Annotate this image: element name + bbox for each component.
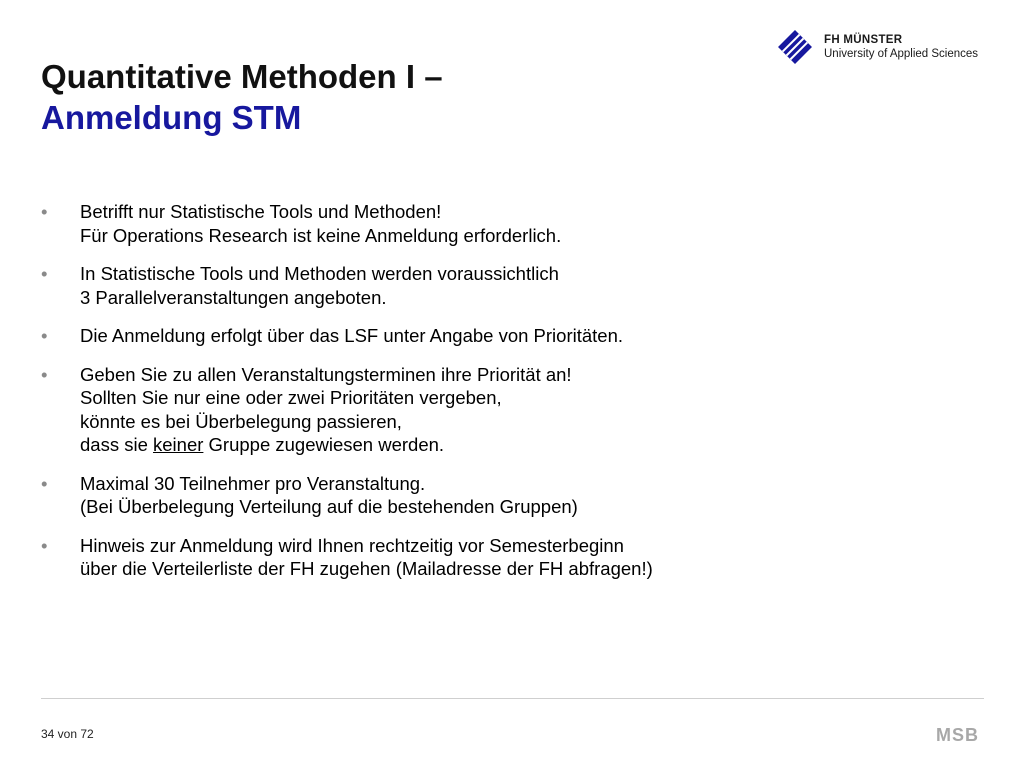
bullet-line: über die Verteilerliste der FH zugehen (Mailadresse der FH abfragen!) bbox=[80, 558, 653, 579]
bullet-line: könnte es bei Überbelegung passieren, bbox=[80, 410, 402, 432]
bullet-dot: • bbox=[41, 534, 48, 556]
bullet-line-text: dass sie bbox=[80, 434, 154, 455]
bullet-line: Sollten Sie nur eine oder zwei Prioritäten vergeben, bbox=[80, 387, 502, 408]
bullet-item bbox=[41, 363, 961, 457]
bullet-item bbox=[41, 534, 961, 581]
bullet-line: (Bei Überbelegung Verteilung auf die bestehenden Gruppen) bbox=[80, 496, 578, 517]
msb-logo: MSB bbox=[936, 725, 979, 745]
bullet-list bbox=[41, 200, 961, 596]
underlined-emphasis: keiner bbox=[153, 434, 204, 455]
bullet-dot: • bbox=[41, 263, 48, 284]
bullet-line: Geben Sie zu allen Veranstaltungsterminen ihre Priorität an! bbox=[80, 363, 572, 385]
footer-divider bbox=[41, 698, 984, 699]
bullet-line: Die Anmeldung erfolgt über das LSF unter Angabe von Prioritäten. bbox=[80, 325, 624, 346]
bullet-dot: • bbox=[41, 363, 48, 385]
bullet-line: Betrifft nur Statistische Tools und Methoden! bbox=[80, 201, 442, 222]
bullet-item bbox=[41, 262, 961, 309]
bullet-line: Für Operations Research ist keine Anmeldung erforderlich. bbox=[80, 224, 562, 246]
page-number: 34 von 72 bbox=[41, 727, 94, 741]
bullet-dot: • bbox=[41, 201, 48, 222]
bullet-line bbox=[80, 433, 961, 457]
bullet-dot: • bbox=[41, 472, 48, 494]
logo-subtitle: University of Applied Sciences bbox=[824, 48, 979, 60]
slide-title-line2: Anmeldung STM bbox=[41, 99, 302, 136]
slide-title bbox=[41, 56, 443, 138]
bullet-line: In Statistische Tools und Methoden werden voraussichtlich bbox=[80, 263, 559, 284]
fh-muenster-logo-icon bbox=[778, 30, 812, 64]
bullet-line: Maximal 30 Teilnehmer pro Veranstaltung. bbox=[80, 472, 426, 494]
fh-muenster-logo bbox=[778, 30, 998, 64]
bullet-item bbox=[41, 472, 961, 519]
logo-name: FH MÜNSTER bbox=[824, 34, 903, 46]
bullet-item bbox=[41, 200, 961, 247]
bullet-dot: • bbox=[41, 325, 48, 346]
slide-title-line1: Quantitative Methoden I – bbox=[41, 58, 443, 95]
bullet-item bbox=[41, 324, 961, 348]
bullet-line: Hinweis zur Anmeldung wird Ihnen rechtzeitig vor Semesterbeginn bbox=[80, 534, 624, 556]
logo-text bbox=[824, 33, 978, 61]
bullet-line: 3 Parallelveranstaltungen angeboten. bbox=[80, 286, 387, 308]
bullet-line-text: Gruppe zugewiesen werden. bbox=[203, 434, 445, 455]
